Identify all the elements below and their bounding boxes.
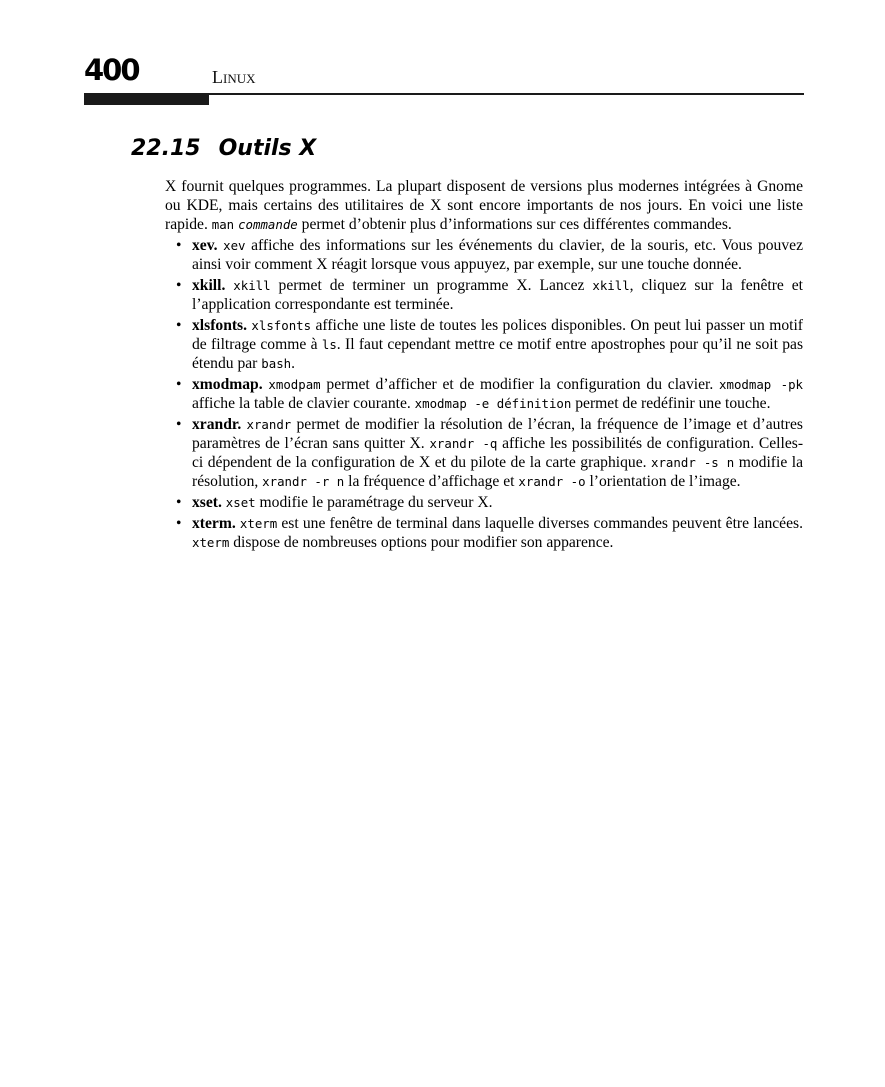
list-item-xmodmap [165, 375, 803, 413]
description-text: affiche les possibilités de configuration. Celles-ci dépendent de la configuration de X et du pilote de la carte graphique. [192, 435, 804, 471]
inline-code: xev [223, 238, 246, 253]
description-text: la fréquence d’affichage et [344, 473, 519, 490]
running-title: Linux [212, 67, 256, 87]
bullet: • [176, 277, 182, 294]
section-title-text: Outils X [218, 136, 317, 161]
inline-code: xlsfonts [251, 318, 312, 333]
bullet: • [176, 376, 182, 393]
inline-code: xset [225, 495, 256, 510]
inline-code: ls [321, 337, 337, 352]
inline-code-placeholder: commande [238, 217, 298, 232]
list-item-xkill [165, 276, 803, 314]
description-text: affiche une liste de toutes les polices disponibles. On peut lui passer un motif de filtrage comme à [192, 317, 803, 353]
inline-code: xrandr -s n [651, 455, 735, 470]
description-text: modifie le paramétrage du serveur X. [255, 494, 493, 511]
intro-text: X fournit quelques programmes. La plupart disposent de versions plus modernes intégrées à Gnome ou KDE, mais certains des utilitaires de X sont encore importants de nos jours. En voici une liste rapide. [165, 178, 803, 233]
list-item-xterm [165, 514, 803, 552]
command-term: xkill. [192, 277, 226, 294]
inline-code: xkill [233, 278, 271, 293]
description-text: permet de modifier la résolution de l’écran, la fréquence de l’image et d’autres paramètres de l’écran sans quitter X. [192, 416, 803, 452]
section-title [131, 138, 316, 160]
inline-code: xterm [192, 535, 230, 550]
inline-code: bash [261, 356, 292, 371]
inline-code: xmodpam [268, 377, 321, 392]
bullet: • [176, 416, 182, 433]
page-number: 400 [84, 53, 139, 87]
bullet: • [176, 494, 182, 511]
description-text: . Il faut cependant mettre ce motif entre apostrophes pour qu’il ne soit pas étendu par [192, 336, 804, 372]
description-text: affiche des informations sur les événements du clavier, de la souris, etc. Vous pouvez ainsi voir comment X réagit lorsque vous appuyez, par exemple, sur une touche donnée. [192, 237, 803, 273]
command-term: xmodmap. [192, 376, 263, 393]
inline-code: xmodmap -pk [719, 377, 804, 392]
command-term: xrandr. [192, 416, 242, 433]
description-text: l’orientation de l’image. [585, 473, 741, 490]
description-text: affiche la table de clavier courante. [192, 395, 415, 412]
description-text: , cliquez sur la fenêtre et l’application correspondante est terminée. [192, 277, 803, 313]
command-list [165, 236, 803, 552]
description-text: modifie la résolution, [192, 454, 803, 490]
inline-code: man [211, 217, 235, 232]
description-text: permet d’afficher et de modifier la configuration du clavier. [320, 376, 720, 393]
header-rule-thick [84, 93, 209, 105]
list-item-xset [165, 493, 803, 512]
inline-code: xrandr -r n [262, 474, 345, 489]
command-term: xev. [192, 237, 218, 254]
command-term: xterm. [192, 515, 236, 532]
description-text: permet de terminer un programme X. Lancez [270, 277, 593, 294]
description-text: est une fenêtre de terminal dans laquelle diverses commandes peuvent être lancées. [277, 515, 803, 532]
intro-text: permet d’obtenir plus d’informations sur ces différentes commandes. [297, 216, 732, 233]
list-item-xlsfonts [165, 316, 803, 373]
command-term: xset. [192, 494, 222, 511]
bullet: • [176, 515, 182, 532]
description-text: permet de redéfinir une touche. [571, 395, 771, 412]
list-item-xrandr [165, 415, 803, 491]
inline-code: xrandr -q [429, 436, 498, 451]
intro-paragraph [165, 177, 803, 234]
section-body [165, 177, 803, 554]
description-text: . [291, 355, 296, 372]
inline-code: xmodmap -e définition [414, 396, 572, 411]
command-term: xlsfonts. [192, 317, 248, 334]
inline-code: xrandr -o [518, 474, 586, 489]
inline-code: xterm [239, 516, 278, 531]
inline-code: xrandr [246, 417, 292, 432]
bullet: • [176, 237, 182, 254]
description-text: dispose de nombreuses options pour modifier son apparence. [229, 534, 614, 551]
section-number: 22.15 [131, 136, 201, 161]
bullet: • [176, 317, 182, 334]
list-item-xev [165, 236, 803, 274]
inline-code: xkill [592, 278, 630, 293]
